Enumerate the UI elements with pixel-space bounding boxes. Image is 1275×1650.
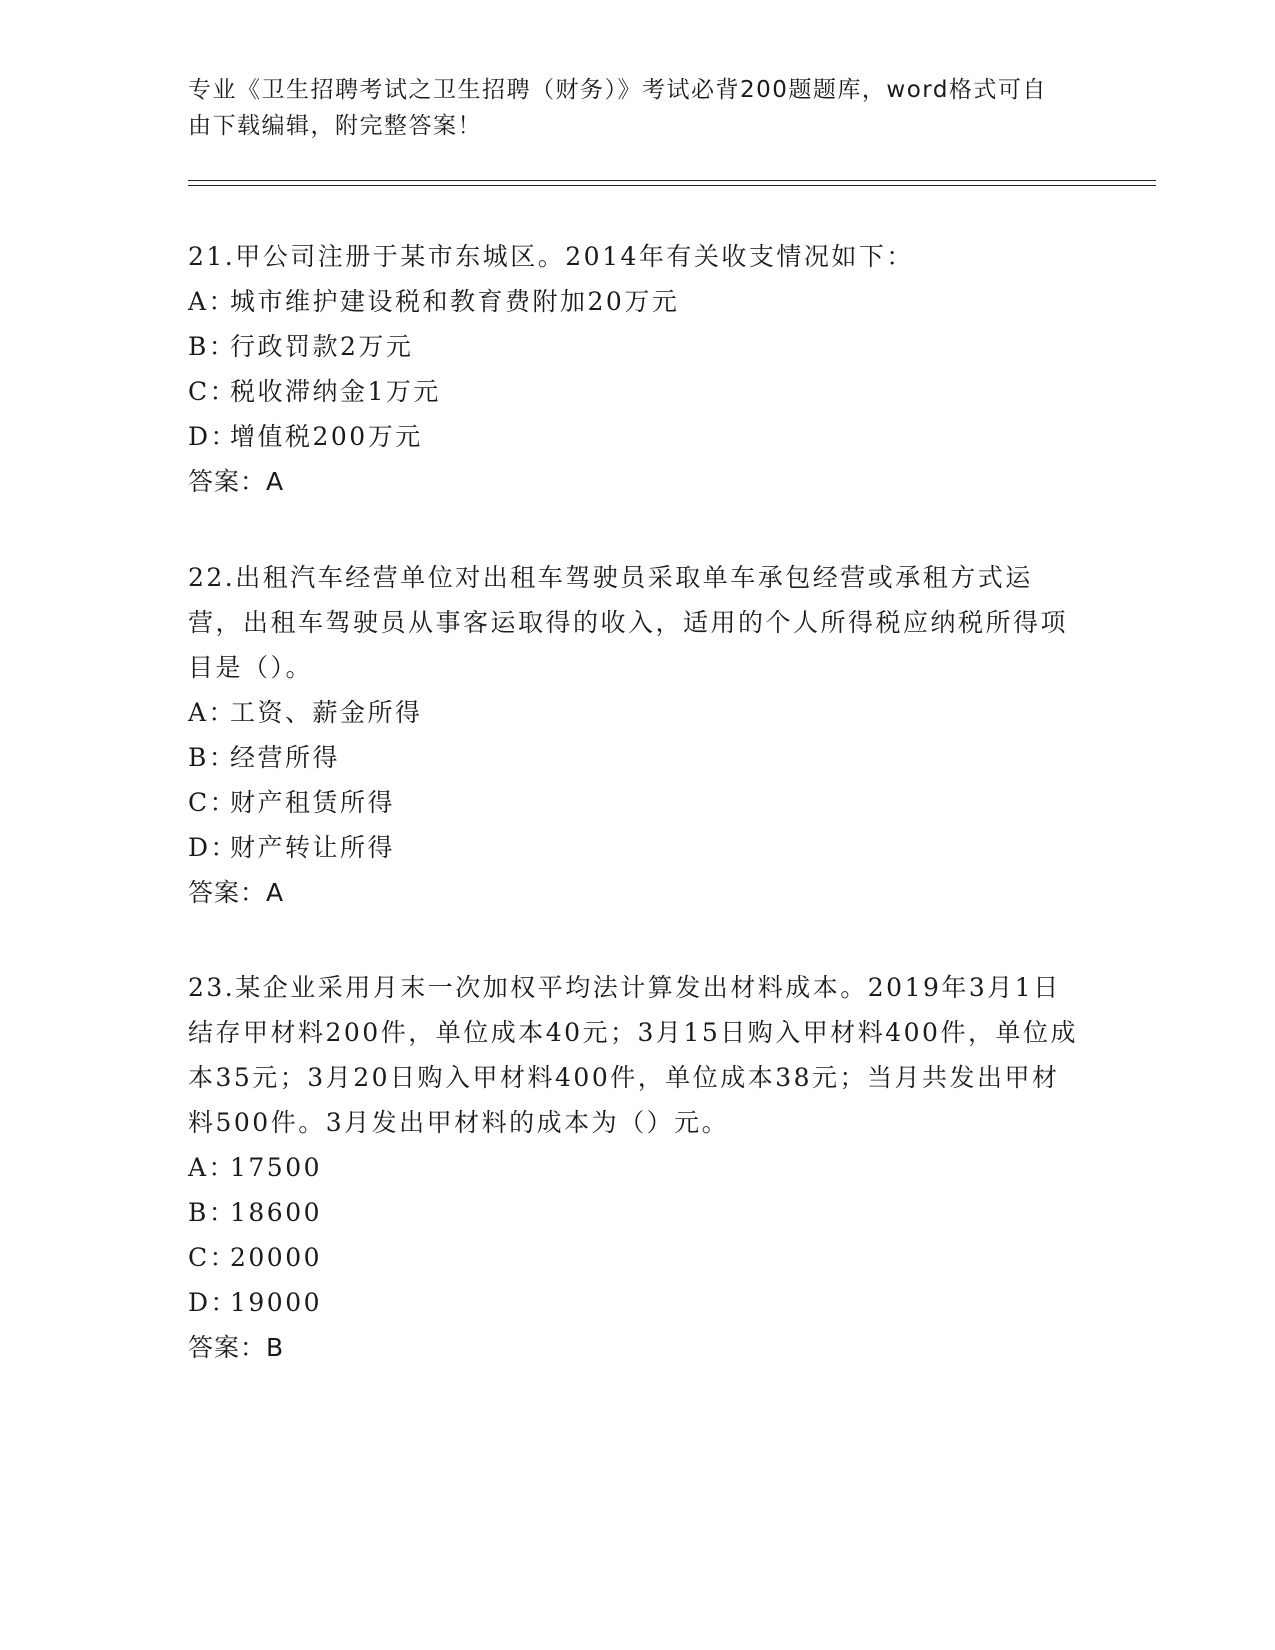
option-b <box>188 735 1078 780</box>
option-d <box>188 1280 1078 1325</box>
option-text: 19000 <box>230 1288 323 1317</box>
answer-line: 答案：A <box>188 878 285 907</box>
option-c <box>188 369 1078 414</box>
option-c <box>188 780 1078 825</box>
question-23 <box>188 965 1078 1370</box>
option-text: 17500 <box>230 1153 323 1182</box>
option-text: 工资、薪金所得 <box>230 698 423 727</box>
option-text: 增值税200万元 <box>230 422 423 451</box>
option-key: B： <box>188 743 237 772</box>
option-key: B： <box>188 1198 237 1227</box>
option-key: D： <box>188 833 239 862</box>
question-stem: 23.某企业采用月末一次加权平均法计算发出材料成本。2019年3月1日结存甲材料200件，单位成本40元；3月15日购入甲材料400件，单位成本35元；3月20日购入甲材料400件，单位成本38元；当月共发出甲材料500件。3月发出甲材料的成本为（）元。 <box>188 973 1078 1137</box>
header-intro: 专业《卫生招聘考试之卫生招聘（财务）》考试必背200题题库，word格式可自由下载编辑，附完整答案！ <box>188 77 1047 139</box>
option-key: A： <box>188 1153 237 1182</box>
header-divider-top <box>188 180 1156 181</box>
option-key: B： <box>188 332 237 361</box>
option-key: C： <box>188 788 238 817</box>
option-d <box>188 825 1078 870</box>
option-text: 财产租赁所得 <box>230 788 396 817</box>
option-key: A： <box>188 698 237 727</box>
option-text: 20000 <box>230 1243 323 1272</box>
option-text: 城市维护建设税和教育费附加20万元 <box>230 287 680 316</box>
option-text: 税收滞纳金1万元 <box>230 377 441 406</box>
option-key: D： <box>188 1288 239 1317</box>
option-text: 18600 <box>230 1198 323 1227</box>
option-a <box>188 690 1078 735</box>
option-text: 财产转让所得 <box>230 833 396 862</box>
option-a <box>188 279 1078 324</box>
question-22 <box>188 555 1078 915</box>
question-stem: 22.出租汽车经营单位对出租车驾驶员采取单车承包经营或承租方式运营，出租车驾驶员从事客运取得的收入，适用的个人所得税应纳税所得项目是（）。 <box>188 563 1069 682</box>
option-d <box>188 414 1078 459</box>
option-text: 经营所得 <box>230 743 341 772</box>
option-key: A： <box>188 287 237 316</box>
question-21 <box>188 234 1078 504</box>
option-key: C： <box>188 1243 238 1272</box>
header-divider-bottom <box>188 185 1156 186</box>
answer-line: 答案：B <box>188 1333 285 1362</box>
option-a <box>188 1145 1078 1190</box>
answer-line: 答案：A <box>188 467 285 496</box>
question-stem: 21.甲公司注册于某市东城区。2014年有关收支情况如下： <box>188 242 914 271</box>
option-key: C： <box>188 377 238 406</box>
option-b <box>188 324 1078 369</box>
option-key: D： <box>188 422 239 451</box>
option-b <box>188 1190 1078 1235</box>
option-text: 行政罚款2万元 <box>230 332 414 361</box>
option-c <box>188 1235 1078 1280</box>
